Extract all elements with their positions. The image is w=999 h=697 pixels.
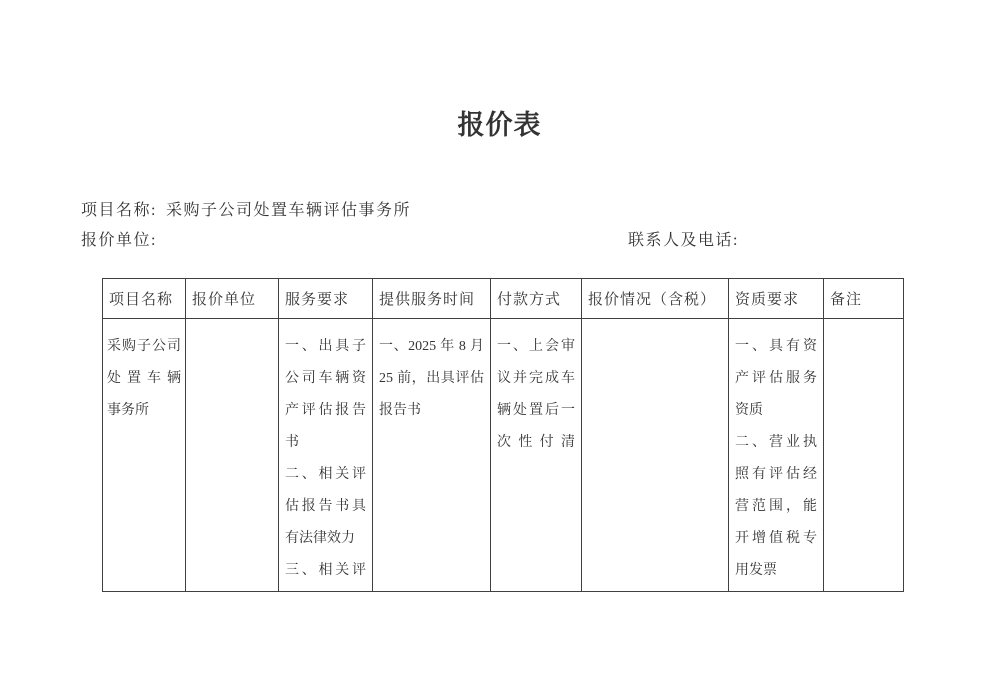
cell-service-requirements — [279, 319, 373, 592]
cell-qualification — [729, 319, 824, 592]
cell-text: 事务所 — [107, 403, 149, 418]
col-header-service-requirements: 服务要求 — [279, 279, 373, 319]
table-row — [103, 319, 904, 592]
cell-quote-amount — [582, 319, 729, 592]
project-name-value: 采购子公司处置车辆评估事务所 — [165, 202, 411, 219]
cell-text: 二、相关评估报告书具有法律效力 — [285, 467, 366, 546]
project-name-label: 项目名称: — [81, 202, 157, 219]
cell-text: 二、营业执照有评估经营范围，能开增值税专用发票 — [735, 435, 817, 578]
table-header-row — [103, 279, 904, 319]
cell-text: 采购子公司处置车辆 — [107, 339, 181, 386]
project-name-line — [81, 201, 918, 221]
col-header-project-name: 项目名称 — [103, 279, 186, 319]
col-header-quote-unit: 报价单位 — [186, 279, 279, 319]
quotation-table — [102, 278, 904, 592]
page-title: 报价表 — [457, 110, 542, 140]
cell-remarks — [824, 319, 904, 592]
col-header-quote-amount: 报价情况（含税） — [582, 279, 729, 319]
col-header-service-time: 提供服务时间 — [373, 279, 491, 319]
quote-unit-label: 报价单位: — [81, 232, 157, 249]
quote-unit-line — [81, 231, 918, 251]
cell-service-time — [373, 319, 491, 592]
cell-text: 三、相关评 — [285, 563, 366, 578]
cell-payment-method — [491, 319, 582, 592]
cell-text: 一、上会审议并完成车辆处置后一次性付清 — [497, 339, 575, 450]
col-header-qualification: 资质要求 — [729, 279, 824, 319]
cell-text: 一、具有资产评估服务资质 — [735, 339, 817, 418]
col-header-payment-method: 付款方式 — [491, 279, 582, 319]
cell-quote-unit — [186, 319, 279, 592]
contact-label: 联系人及电话: — [628, 232, 739, 249]
cell-text: 一、2025 年 8 月 25 前，出具评估报告书 — [379, 339, 484, 418]
col-header-remarks: 备注 — [824, 279, 904, 319]
cell-text: 一、出具子公司车辆资产评估报告书 — [285, 339, 366, 450]
cell-project-name — [103, 319, 186, 592]
